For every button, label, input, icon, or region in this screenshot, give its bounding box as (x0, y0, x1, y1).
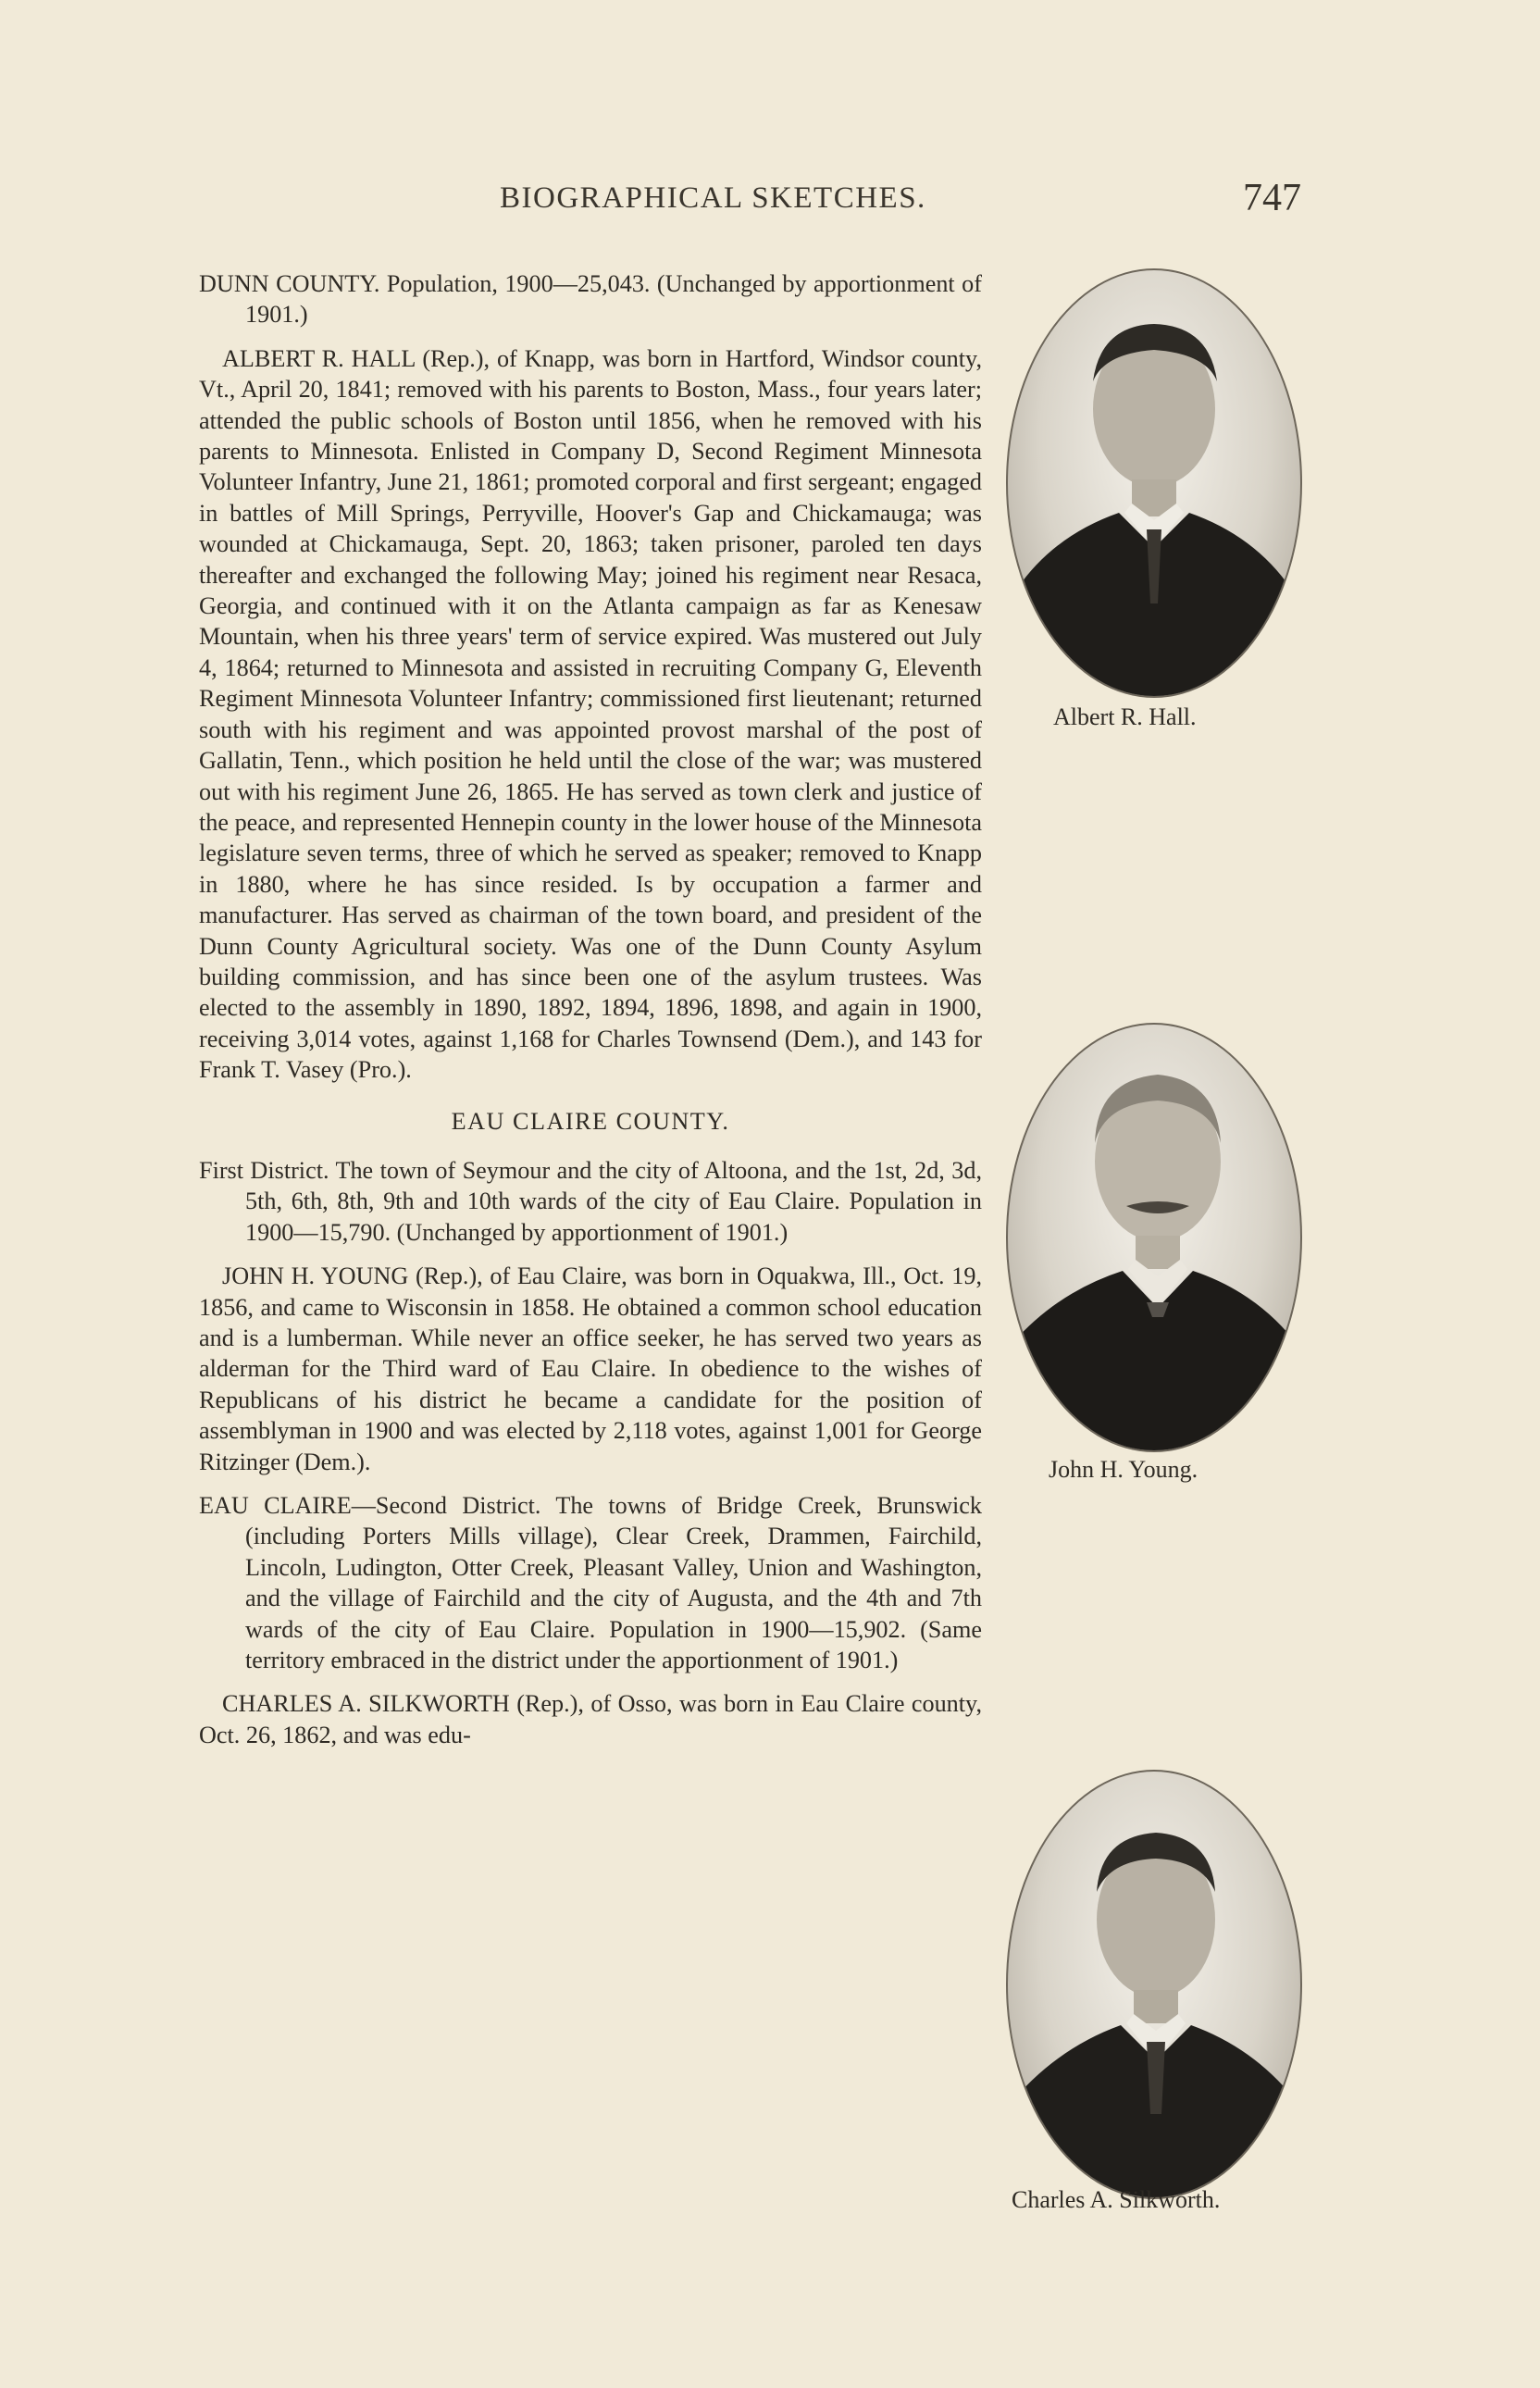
portrait-photo-icon (1008, 1025, 1300, 1450)
charles-silkworth-biography: CHARLES A. SILKWORTH (Rep.), of Osso, was born in Eau Claire county, Oct. 26, 1862, and was edu- (199, 1690, 982, 1748)
albert-hall-biography: ALBERT R. HALL (Rep.), of Knapp, was born in Hartford, Windsor county, Vt., April 20, 1841; removed with his parents to Boston, Mass., four years later; attended the public schools of Boston until 1856, when he removed with his parents to Minnesota. Enlisted in Company D, Second Regiment Minnesota Volunteer Infantry, June 21, 1861; promoted corporal and first sergeant; engaged in battles of Mill Springs, Perryville, Hoover's Gap and Chickamauga; was wounded at Chickamauga, Sept. 20, 1863; taken prisoner, paroled ten days thereafter and exchanged the following May; joined his regiment near Resaca, Georgia, and continued with it on the Atlanta campaign as far as Kenesaw Mountain, when his three years' term of service expired. Was mustered out July 4, 1864; returned to Minnesota and assisted in recruiting Company G, Eleventh Regiment Minnesota Volunteer Infantry; commissioned first lieutenant; returned south with his regiment and was appointed provost marshal of the post of Gallatin, Tenn., which position he held until the close of the war; was mustered out with his regiment June 26, 1865. He has served as town clerk and justice of the peace, and represented Hennepin county in the lower house of the Minnesota legislature seven terms, three of which he served as speaker; removed to Knapp in 1880, where he has since resided. Is by occupation a farmer and manufacturer. Has served as chairman of the town board, and president of the Dunn County Agricultural society. Was one of the Dunn County Asylum building commission, and has since been one of the asylum trustees. Was elected to the assembly in 1890, 1892, 1894, 1896, 1898, and again in 1900, receiving 3,014 votes, against 1,168 for Charles Townsend (Dem.), and 143 for Frank T. Vasey (Pro.). (199, 344, 982, 1084)
first-district-description: First District. The town of Seymour and the city of Altoona, and the 1st, 2d, 3d, 5th, 6th, 8th, 9th and 10th wards of the city of Eau Claire. Population in 1900—15,790. (Unchanged by apportionment of 1901.) (199, 1156, 982, 1246)
albert-hall-portrait (1006, 268, 1302, 698)
running-head: BIOGRAPHICAL SKETCHES. (500, 181, 926, 215)
charles-silkworth-portrait (1006, 1770, 1302, 2199)
page-number: 747 (1243, 177, 1301, 219)
portrait-photo-icon (1008, 270, 1300, 696)
main-text-column (199, 268, 982, 1750)
john-young-biography: JOHN H. YOUNG (Rep.), of Eau Claire, was born in Oquakwa, Ill., Oct. 19, 1856, and came to Wisconsin in 1858. He obtained a common school education and is a lumberman. While never an office seeker, he has served two years as alderman for the Third ward of Eau Claire. In obedience to the wishes of Republicans of his district he became a candidate for the position of assemblyman in 1900 and was elected by 2,118 votes, against 1,001 for George Ritzinger (Dem.). (199, 1262, 982, 1475)
john-young-caption: John H. Young. (1049, 1456, 1198, 1483)
albert-hall-caption: Albert R. Hall. (1053, 703, 1197, 730)
john-young-portrait (1006, 1023, 1302, 1452)
eau-claire-county-heading: EAU CLAIRE COUNTY. (451, 1107, 730, 1135)
second-district-description: EAU CLAIRE—Second District. The towns of Bridge Creek, Brunswick (including Porters Mills village), Clear Creek, Drammen, Fairchild, Lincoln, Ludington, Otter Creek, Pleasant Valley, Union and Washington, and the village of Fairchild and the city of Augusta, and the 4th and 7th wards of the city of Eau Claire. Population in 1900—15,902. (Same territory embraced in the district under the apportionment of 1901.) (199, 1492, 982, 1674)
portrait-photo-icon (1008, 1772, 1300, 2197)
charles-silkworth-caption: Charles A. Silkworth. (1012, 2186, 1221, 2213)
dunn-county-heading: DUNN COUNTY. Population, 1900—25,043. (Unchanged by apportionment of 1901.) (199, 270, 982, 329)
